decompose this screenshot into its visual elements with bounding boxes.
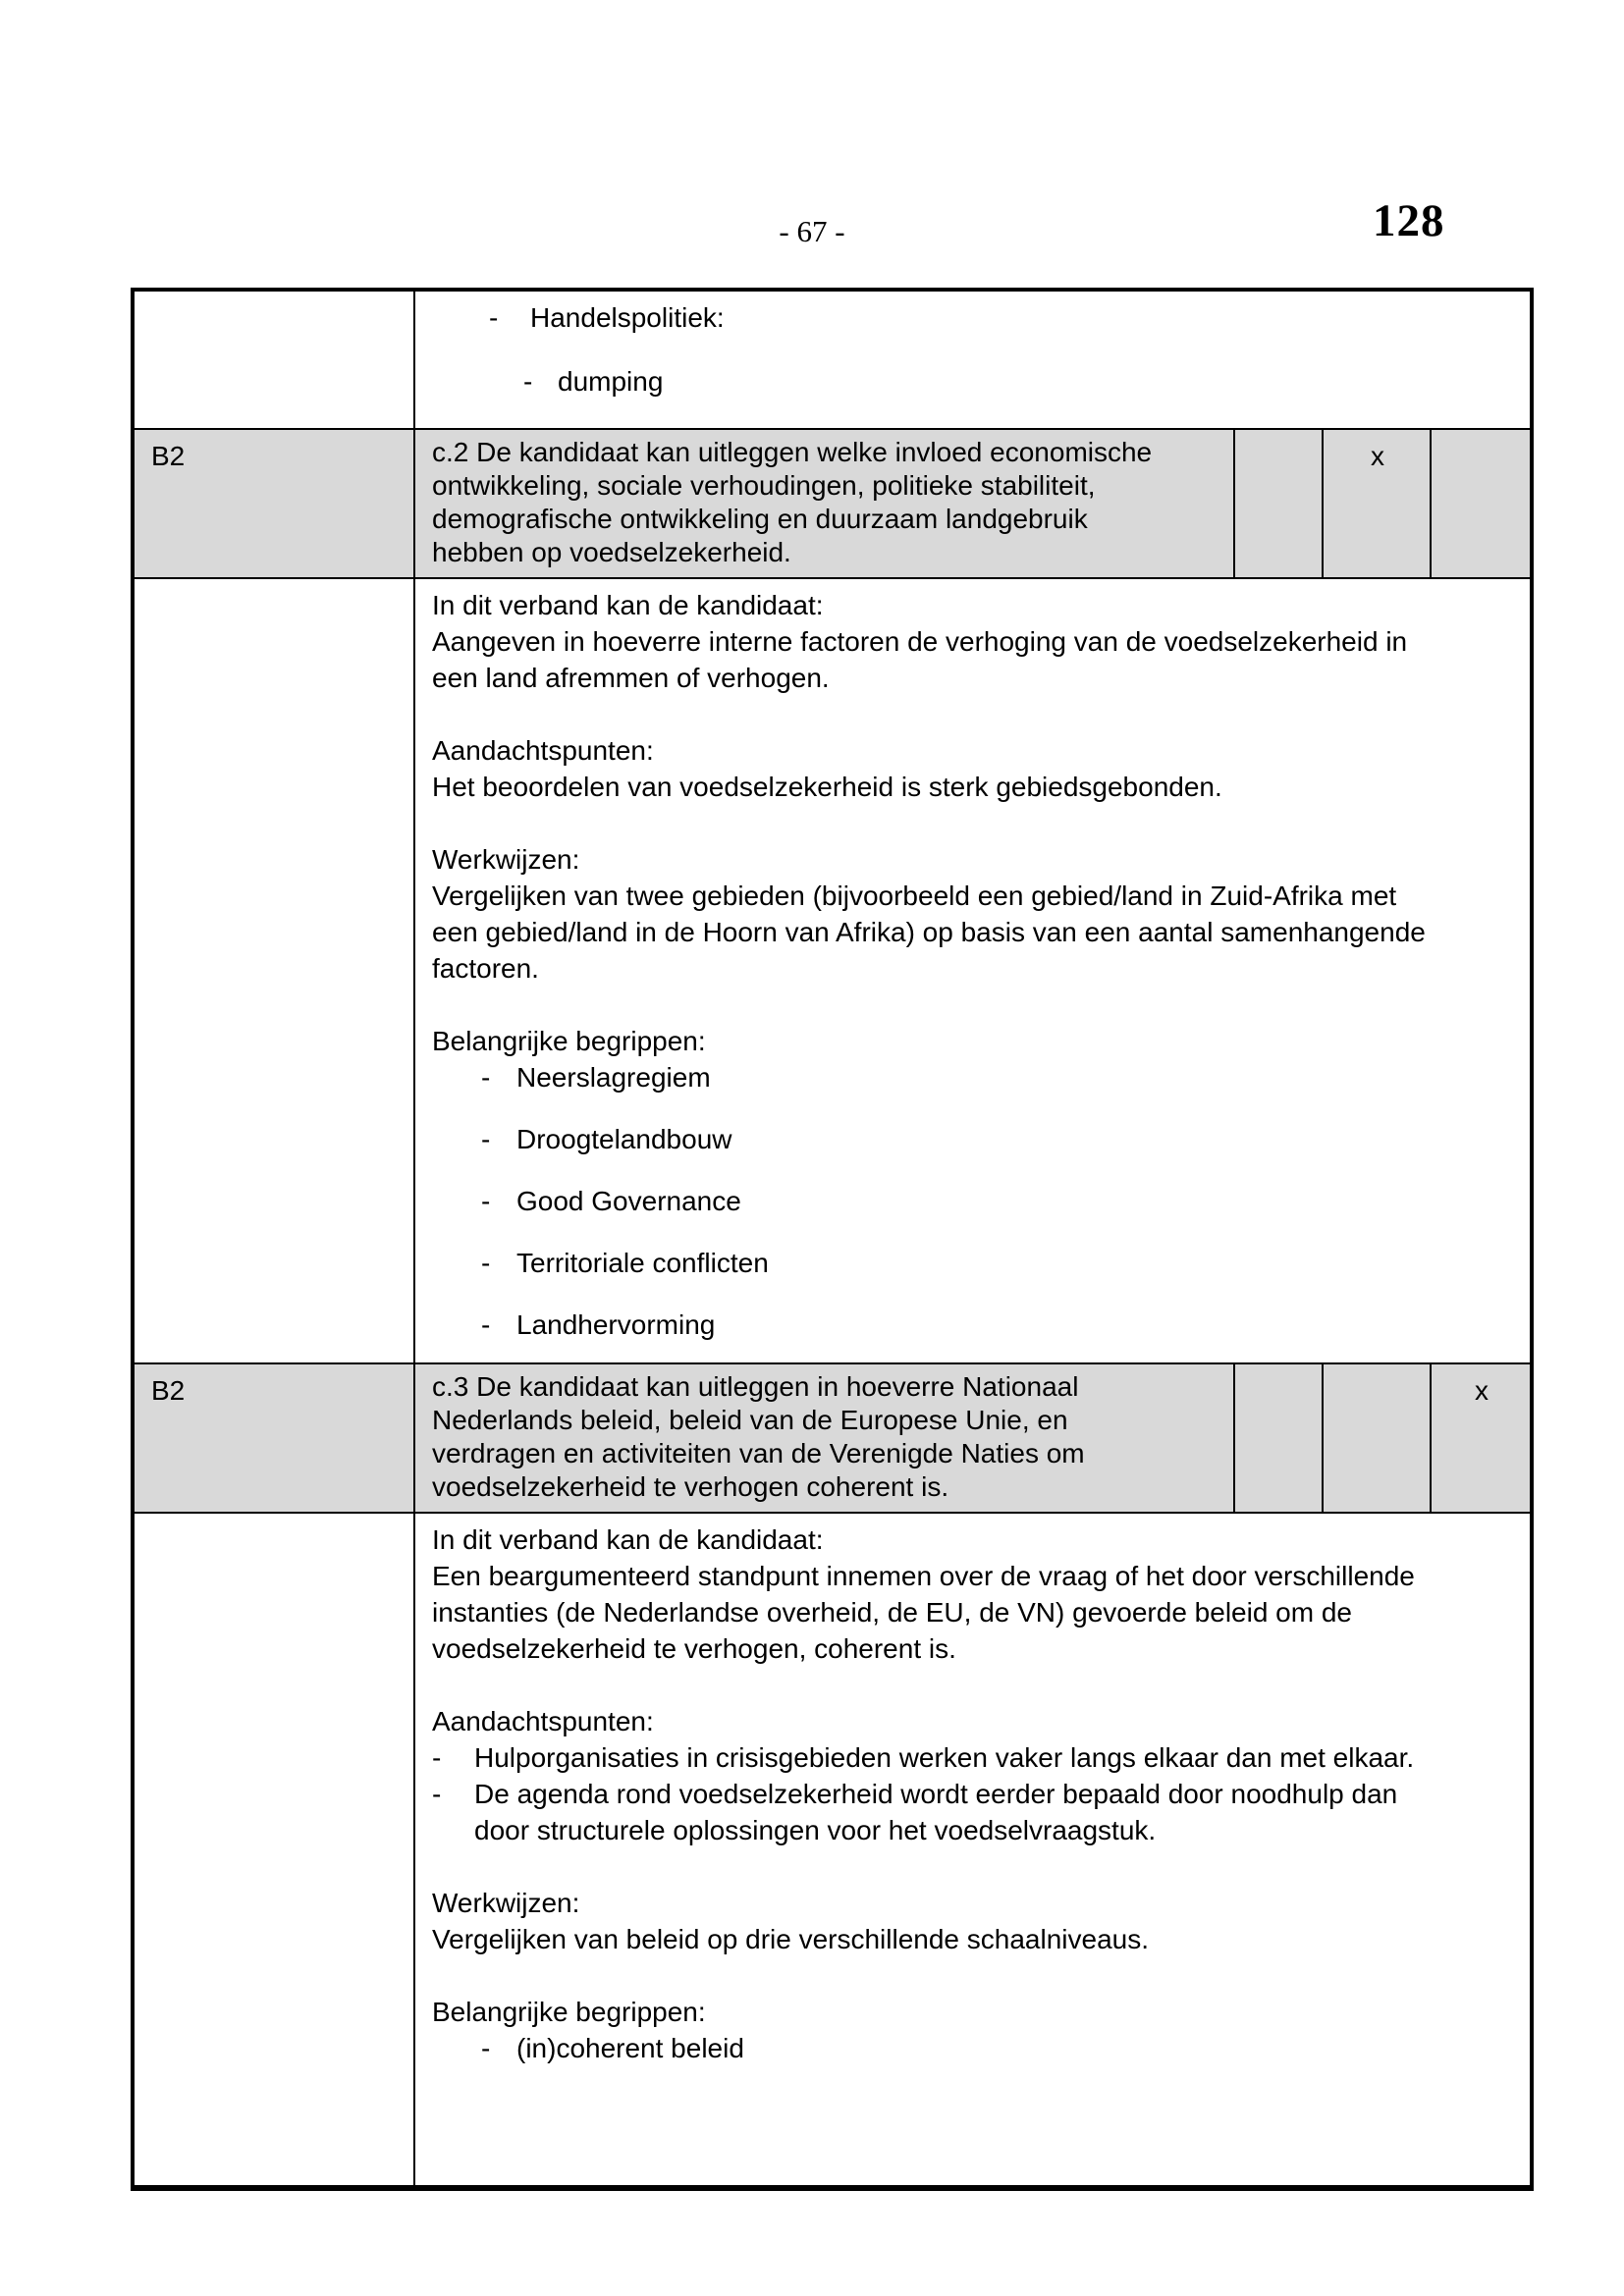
paragraph-line: voedselzekerheid te verhogen, coherent is. xyxy=(432,1633,956,1664)
mark-cell xyxy=(1234,429,1323,578)
section-title: Werkwijzen: xyxy=(432,844,580,875)
section-title: Aandachtspunten: xyxy=(432,1706,654,1736)
paragraph-line: factoren. xyxy=(432,953,539,984)
paragraph-line: instanties (de Nederlandse overheid, de EU, de VN) gevoerde beleid om de xyxy=(432,1597,1353,1628)
section-title: Aandachtspunten: xyxy=(432,735,654,766)
list-item-label: Hulporganisaties in crisisgebieden werken vaker langs elkaar dan met elkaar. xyxy=(474,1742,1415,1773)
paragraph-line: Vergelijken van beleid op drie verschillende schaalniveaus. xyxy=(432,1924,1150,1954)
code-cell: B2 xyxy=(133,429,414,578)
list-item-text xyxy=(474,1776,1397,1848)
list-item xyxy=(432,363,1515,400)
dash-bullet: - xyxy=(481,1124,491,1154)
list-item-label: Neerslagregiem xyxy=(516,1062,711,1093)
row-detail-c3 xyxy=(133,1513,1532,2188)
code-cell-empty xyxy=(133,290,414,429)
code-cell: B2 xyxy=(133,1363,414,1513)
dash-bullet: - xyxy=(481,1309,491,1340)
list-item xyxy=(432,1739,1515,1776)
paragraph-gap xyxy=(432,1667,1515,1703)
intro-cell xyxy=(414,290,1532,429)
requirement-cell xyxy=(414,1363,1234,1513)
list-item-label: Handelspolitiek: xyxy=(530,302,725,333)
dash-bullet: - xyxy=(523,366,533,397)
row-requirement-c3 xyxy=(133,1363,1532,1513)
list-item-label: Droogtelandbouw xyxy=(516,1124,732,1154)
list-item-label: Territoriale conflicten xyxy=(516,1248,769,1278)
section-title: Belangrijke begrippen: xyxy=(432,1997,706,2027)
code-cell-empty xyxy=(133,578,414,1363)
list-item xyxy=(432,1245,1515,1281)
list-item-label: (in)coherent beleid xyxy=(516,2033,744,2063)
requirement-line: c.3 De kandidaat kan uitleggen in hoeverre Nationaal xyxy=(432,1371,1079,1402)
list-item-line: De agenda rond voedselzekerheid wordt eerder bepaald door noodhulp dan xyxy=(474,1779,1398,1809)
detail-cell xyxy=(414,578,1532,1363)
requirement-cell xyxy=(414,429,1234,578)
doc-number: 128 xyxy=(1373,195,1445,246)
paragraph-line: een gebied/land in de Hoorn van Afrika) op basis van een aantal samenhangende xyxy=(432,917,1426,947)
mark-cell xyxy=(1323,1363,1431,1513)
paragraph-gap xyxy=(432,1957,1515,1994)
list-item-label: Good Governance xyxy=(516,1186,741,1216)
list-item xyxy=(432,299,1515,336)
list-item-label: Landhervorming xyxy=(516,1309,716,1340)
row-intro xyxy=(133,290,1532,429)
detail-cell xyxy=(414,1513,1532,2188)
paragraph-gap xyxy=(432,696,1515,732)
list-item-label: dumping xyxy=(558,366,664,397)
list-item-line: door structurele oplossingen voor het voedselvraagstuk. xyxy=(474,1815,1157,1845)
paragraph-line: In dit verband kan de kandidaat: xyxy=(432,1524,824,1555)
requirement-line: verdragen en activiteiten van de Verenigde Naties om xyxy=(432,1438,1085,1468)
dash-bullet: - xyxy=(481,1248,491,1278)
dash-bullet: - xyxy=(432,1779,442,1809)
section-title: Werkwijzen: xyxy=(432,1888,580,1918)
paragraph-gap xyxy=(432,805,1515,841)
paragraph-line: Aangeven in hoeverre interne factoren de verhoging van de voedselzekerheid in xyxy=(432,626,1408,657)
paragraph-gap xyxy=(432,1848,1515,1885)
list-item xyxy=(432,2030,1515,2066)
dash-bullet: - xyxy=(481,2033,491,2063)
requirement-line: demografische ontwikkeling en duurzaam landgebruik xyxy=(432,504,1088,534)
list-item xyxy=(432,1059,1515,1095)
paragraph-line: Een beargumenteerd standpunt innemen over de vraag of het door verschillende xyxy=(432,1561,1415,1591)
list-item xyxy=(432,1121,1515,1157)
paragraph-line: Het beoordelen van voedselzekerheid is sterk gebiedsgebonden. xyxy=(432,772,1222,802)
paragraph-line: Vergelijken van twee gebieden (bijvoorbeeld een gebied/land in Zuid-Afrika met xyxy=(432,881,1397,911)
requirement-line: c.2 De kandidaat kan uitleggen welke invloed economische xyxy=(432,437,1153,467)
dash-bullet: - xyxy=(481,1062,491,1093)
page-number: - 67 - xyxy=(779,214,845,248)
list-item xyxy=(432,1776,1515,1848)
requirement-line: hebben op voedselzekerheid. xyxy=(432,537,791,567)
list-item xyxy=(432,1183,1515,1219)
row-detail-c2 xyxy=(133,578,1532,1363)
paragraph-line: een land afremmen of verhogen. xyxy=(432,663,830,693)
requirement-line: Nederlands beleid, beleid van de Europese Unie, en xyxy=(432,1405,1068,1435)
competency-table xyxy=(131,288,1534,2191)
requirement-line: voedselzekerheid te verhogen coherent is. xyxy=(432,1471,949,1502)
code-cell-empty xyxy=(133,1513,414,2188)
dash-bullet: - xyxy=(432,1742,442,1773)
list-item xyxy=(432,1307,1515,1343)
mark-cell: x xyxy=(1431,1363,1532,1513)
dash-bullet: - xyxy=(489,302,499,333)
paragraph-line: In dit verband kan de kandidaat: xyxy=(432,590,824,620)
requirement-line: ontwikkeling, sociale verhoudingen, politieke stabiliteit, xyxy=(432,470,1096,501)
mark-cell xyxy=(1234,1363,1323,1513)
paragraph-gap xyxy=(432,987,1515,1023)
section-title: Belangrijke begrippen: xyxy=(432,1026,706,1056)
mark-cell: x xyxy=(1323,429,1431,578)
row-requirement-c2 xyxy=(133,429,1532,578)
mark-cell xyxy=(1431,429,1532,578)
dash-bullet: - xyxy=(481,1186,491,1216)
